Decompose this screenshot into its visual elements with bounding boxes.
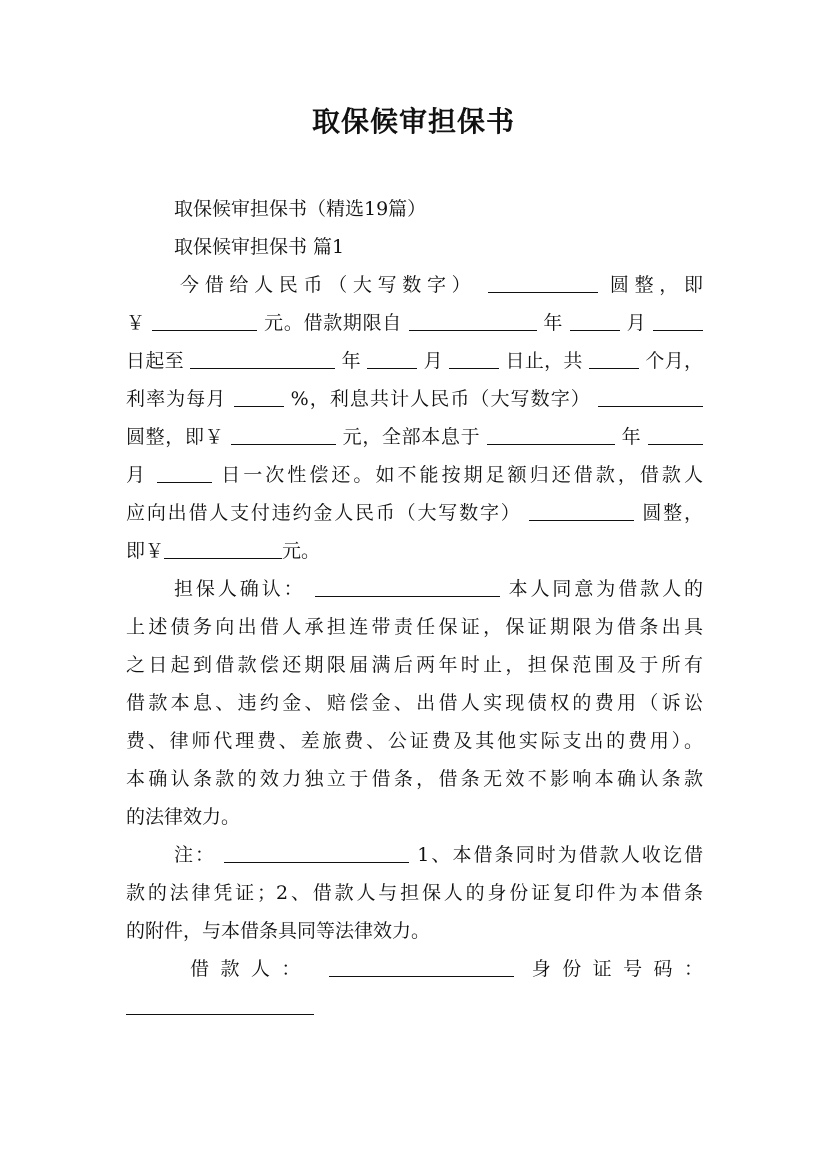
guarantor-line-1 [126,570,703,608]
end-month-blank [367,346,417,369]
interest-number-blank [231,422,336,445]
loan-line-3 [126,342,703,380]
amount-number-blank [152,308,257,331]
guarantor-line-6: 本确认条款的效力独立于借条，借条无效不影响本确认条款 [126,768,703,790]
id-number-blank [126,992,314,1015]
start-month-blank [570,308,620,331]
months-blank [589,346,639,369]
note-blank [224,840,409,863]
loan-line-2 [126,304,703,342]
loan-text: 月 [626,312,647,334]
loan-text: 日止，共 [505,350,583,372]
amount-words-blank [488,270,598,293]
loan-text: 元。 [282,540,321,562]
note-line-2: 款的法律凭证；2、借款人与担保人的身份证复印件为本借条 [126,882,703,904]
guarantor-line-2: 上述债务向出借人承担连带责任保证，保证期限为借条出具 [126,616,703,638]
guarantor-line-4: 借款本息、违约金、赔偿金、出借人实现债权的费用（诉讼 [126,692,703,714]
loan-text: 利率为每月 [126,388,227,410]
loan-text: 圆整，即 [609,274,703,296]
loan-text: 个月， [645,350,703,372]
loan-text: 应向出借人支付违约金人民币（大写数字） [126,502,522,524]
id-number-label: 身份证号码： [531,958,703,980]
guarantor-line-7: 的法律效力。 [126,806,241,828]
note-line-3: 的附件，与本借条具同等法律效力。 [126,920,431,942]
loan-text: 年 [543,312,564,334]
signature-line [126,950,703,988]
interest-words-blank [598,384,703,407]
loan-text: 月 [126,464,149,486]
penalty-number-blank [164,536,282,559]
subtitle: 取保候审担保书（精选19篇） [174,198,427,220]
loan-line-7 [126,494,703,532]
loan-text: 年 [341,350,361,372]
repay-year-blank [487,422,615,445]
loan-text: 月 [423,350,443,372]
loan-line-5 [126,418,703,456]
guarantor-text: 本人同意为借款人的 [508,578,704,600]
guarantor-text: 担保人确认： [174,578,306,600]
loan-text: 日一次性偿还。如不能按期足额归还借款，借款人 [221,464,703,486]
guarantor-name-blank [315,574,500,597]
guarantor-line-3: 之日起到借款偿还期限届满后两年时止，担保范围及于所有 [126,654,703,676]
note-text: 注： [174,844,217,866]
borrower-blank [329,954,514,977]
loan-line-6 [126,456,703,494]
note-line-1 [126,836,703,874]
loan-text: 元，全部本息于 [342,426,481,448]
loan-line-8 [126,532,703,570]
document-title: 取保候审担保书 [311,105,515,138]
loan-text: 圆整，即￥ [126,426,225,448]
rate-blank [234,384,284,407]
repay-day-blank [157,460,212,483]
loan-line-4 [126,380,703,418]
loan-text: 日起至 [126,350,184,372]
start-day-blank [653,308,703,331]
loan-text: %，利息共计人民币（大写数字） [290,388,591,410]
loan-line-1 [126,266,703,304]
loan-text: 即￥ [126,540,165,562]
end-day-blank [449,346,499,369]
loan-text: 元。借款期限自 [264,312,402,334]
loan-text: 圆整， [642,502,703,524]
penalty-words-blank [529,498,634,521]
id-number-line [126,988,703,1026]
loan-text: 年 [621,426,642,448]
note-text: 1、本借条同时为借款人收讫借 [417,844,703,866]
loan-text: 今借给人民币（大写数字） [180,274,477,296]
guarantor-line-5: 费、律师代理费、差旅费、公证费及其他实际支出的费用）。 [126,730,703,752]
section-heading: 取保候审担保书 篇1 [174,236,345,258]
end-year-blank [190,346,335,369]
start-year-blank [409,308,537,331]
repay-month-blank [648,422,703,445]
document-body [126,190,703,1026]
borrower-label: 借款人： [190,958,312,980]
loan-text: ￥ [126,312,146,334]
